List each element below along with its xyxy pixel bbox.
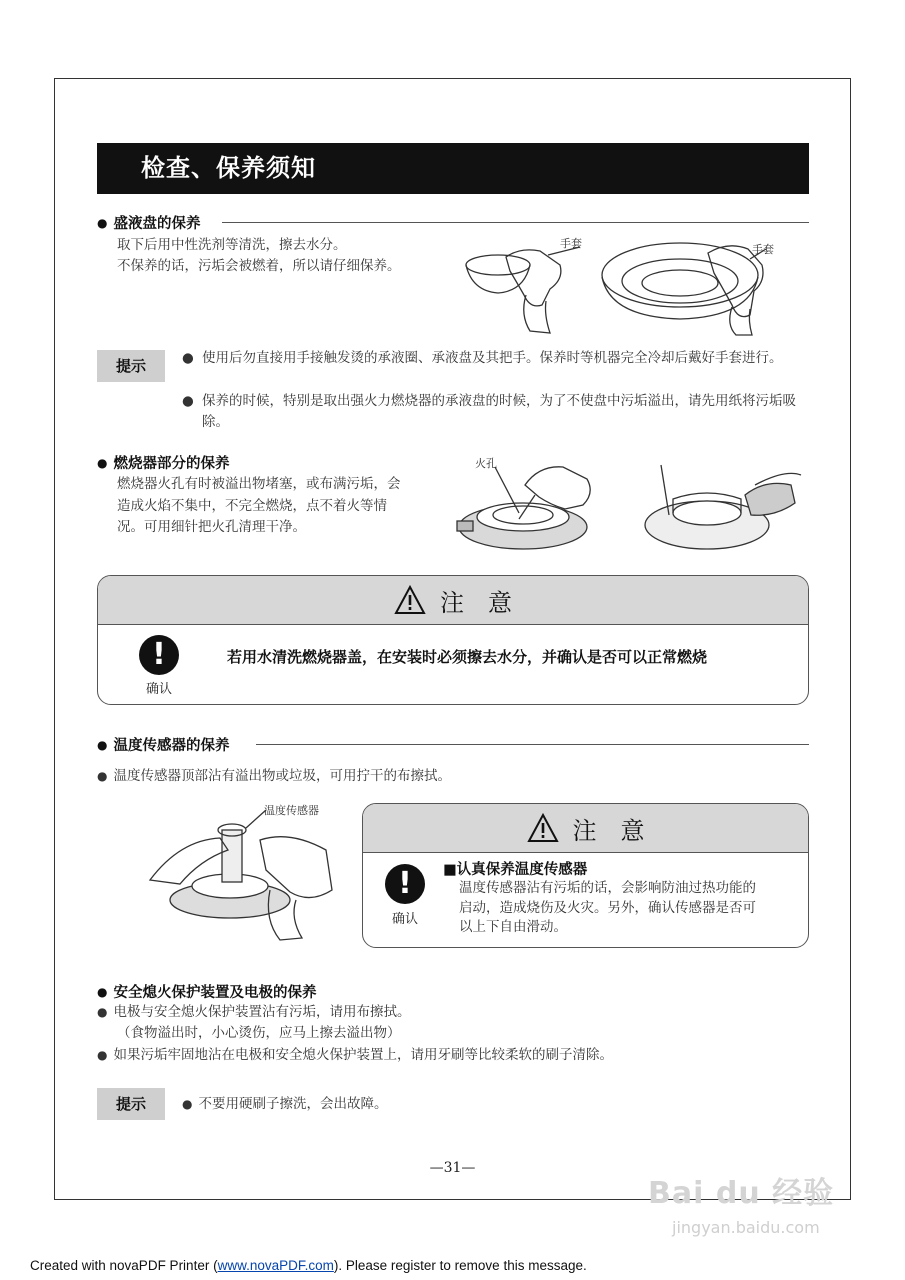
tray-line-1: 取下后用中性洗剂等清洗，擦去水分。 [117, 237, 347, 253]
tray-heading-text: 盛液盘的保养 [113, 216, 201, 232]
sensor-line-text: 温度传感器顶部沾有溢出物或垃圾，可用拧干的布擦拭。 [113, 768, 451, 784]
caution2-subhead [443, 858, 587, 879]
tip1-item-2 [182, 391, 812, 433]
fire-hole-label: 火孔 [475, 457, 497, 470]
bullet-icon: ● [97, 215, 108, 230]
exclamation-icon: ! [385, 864, 425, 904]
sensor-heading-text: 温度传感器的保养 [113, 738, 230, 754]
bullet-icon: ● [97, 1048, 108, 1062]
bullet-icon: ● [182, 1097, 193, 1111]
tray-section-heading [97, 212, 200, 233]
bullet-icon: ● [97, 455, 108, 470]
safety-line-2: （食物溢出时，小心烫伤，应马上擦去溢出物） [117, 1025, 401, 1041]
caution-header-1 [98, 576, 808, 625]
exclamation-icon: ! [139, 635, 179, 675]
caution-text-1: 若用水清洗燃烧器盖，在安装时必须擦去水分，并确认是否可以正常燃烧 [227, 648, 708, 666]
tray-heading-rule [222, 222, 809, 223]
glove-label-1: 手套 [560, 237, 582, 250]
caution-box-1 [97, 575, 809, 705]
confirm-label-2: 确认 [391, 912, 418, 927]
bullet-icon: ● [182, 350, 194, 366]
page-number: —31— [429, 1160, 476, 1176]
tip-label-1: 提示 [97, 350, 165, 382]
tip2-item-text: 不要用硬刷子擦洗，会出故障。 [198, 1096, 388, 1112]
caution2-line-2: 启动，造成烧伤及火灾。另外，确认传感器是否可 [459, 900, 756, 916]
safety-line-1-text: 电极与安全熄火保护装置沾有污垢，请用布擦拭。 [113, 1004, 411, 1020]
safety-line-3-text: 如果污垢牢固地沾在电极和安全熄火保护装置上，请用牙刷等比较柔软的刷子清除。 [113, 1047, 613, 1063]
tray-cleaning-illustration [460, 235, 810, 340]
safety-section-heading [97, 981, 316, 1002]
sensor-cleaning-illustration [140, 800, 355, 950]
tip1-item-1-text: 使用后勿直接用手接触发烫的承液圈、承液盘及其把手。保养时等机器完全冷却后戴好手套进行。 [202, 350, 783, 366]
bullet-icon: ● [97, 769, 108, 783]
sensor-section-heading [97, 734, 229, 755]
page-title: 检查、保养须知 [97, 143, 809, 194]
glove-label-2: 手套 [752, 243, 774, 256]
sensor-label: 温度传感器 [264, 804, 319, 817]
caution2-line-1: 温度传感器沾有污垢的话，会影响防油过热功能的 [459, 880, 756, 896]
caution2-subhead-text: 认真保养温度传感器 [456, 862, 588, 878]
square-bullet-icon: ■ [443, 862, 457, 878]
burner-section-heading [97, 452, 229, 473]
caution-header-text-1: 注 意 [440, 588, 512, 617]
warning-triangle-icon [394, 585, 426, 615]
bullet-icon: ● [97, 1005, 108, 1019]
burner-line-3: 况。可用细针把火孔清理干净。 [117, 519, 306, 535]
sensor-line [97, 766, 451, 786]
tray-line-2: 不保养的话，污垢会被燃着，所以请仔细保养。 [117, 258, 401, 274]
bullet-icon: ● [97, 737, 108, 752]
burner-cleaning-illustration [455, 455, 805, 565]
sensor-heading-rule [256, 744, 809, 745]
tip2-item [182, 1094, 387, 1114]
tip1-item-2-text: 保养的时候，特别是取出强火力燃烧器的承液盘的时候，为了不使盘中污垢溢出，请先用纸将污垢吸除。 [202, 393, 796, 430]
burner-line-2: 造成火焰不集中，不完全燃烧，点不着火等情 [117, 498, 387, 514]
footer-prefix: Created with novaPDF Printer ( [30, 1258, 218, 1273]
safety-line-1 [97, 1002, 410, 1022]
watermark-brand: Bai du 经验 [648, 1176, 835, 1211]
warning-triangle-icon [527, 813, 559, 843]
confirm-label-1: 确认 [145, 682, 172, 697]
tip-label-2: 提示 [97, 1088, 165, 1120]
footer-note [30, 1258, 587, 1273]
caution-header-2 [363, 804, 808, 853]
bullet-icon: ● [97, 984, 108, 999]
caution-header-text-2: 注 意 [572, 816, 645, 845]
caution2-line-3: 以上下自由滑动。 [459, 919, 567, 935]
safety-line-3 [97, 1045, 613, 1065]
footer-suffix: ). Please register to remove this message. [333, 1258, 587, 1273]
tip1-item-1 [182, 348, 812, 369]
bullet-icon: ● [182, 393, 194, 409]
burner-line-1: 燃烧器火孔有时被溢出物堵塞，或布满污垢，会 [117, 476, 401, 492]
watermark-url: jingyan.baidu.com [672, 1218, 820, 1237]
safety-heading-text: 安全熄火保护装置及电极的保养 [113, 985, 317, 1001]
burner-heading-text: 燃烧器部分的保养 [113, 456, 230, 472]
footer-link[interactable]: www.novaPDF.com [217, 1258, 334, 1273]
